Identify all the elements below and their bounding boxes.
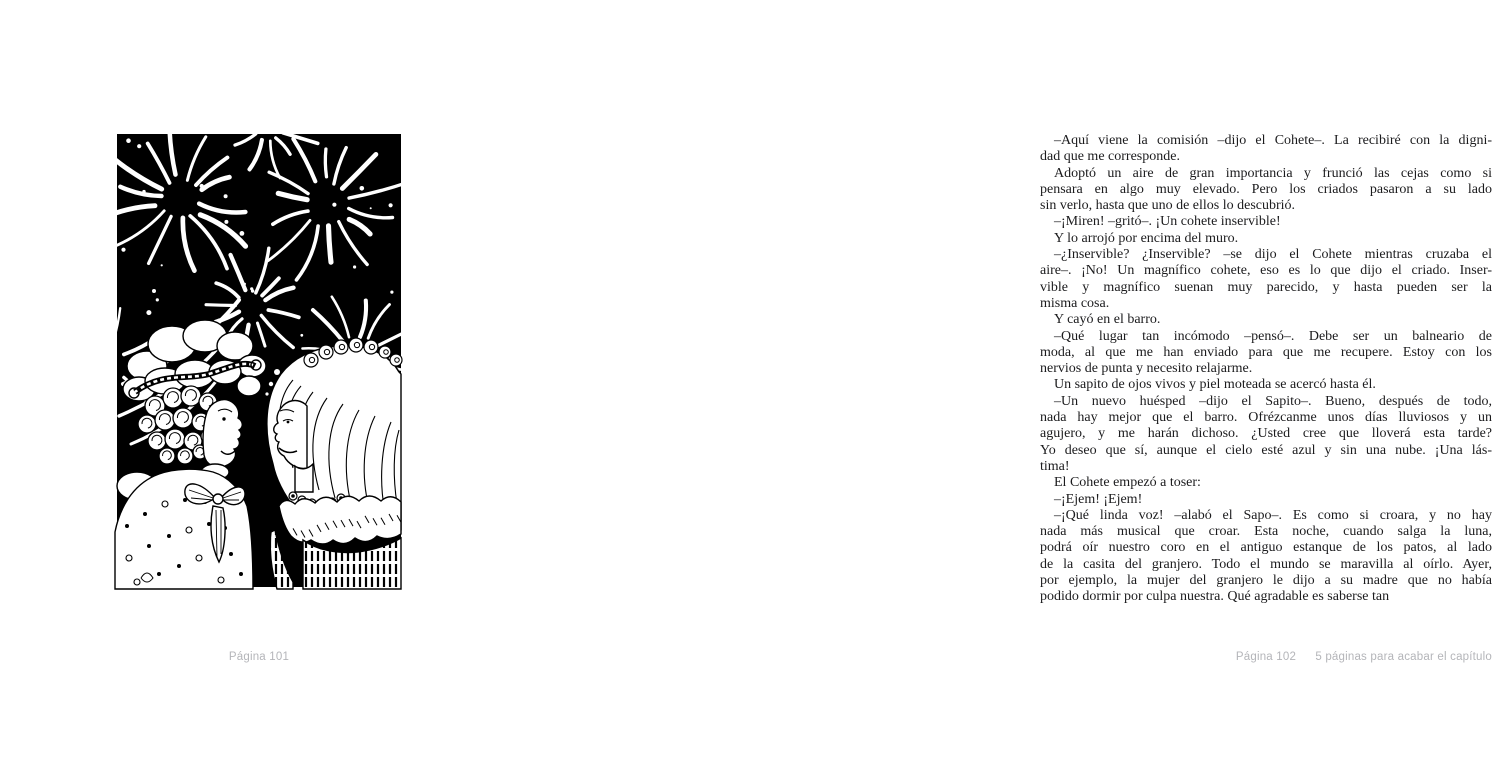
text-line: pensara en algo muy elevado. Pero los criados pasaron a su lado [1040,181,1492,197]
page-number-right: Página 102 [1235,651,1297,663]
text-line: sin verlo, hasta que uno de ellos lo descubrió. [1040,198,1296,214]
text-line: podrá oír nuestro coro en el antiguo estanque de los patos, al lado [1040,540,1492,556]
text-line: moda, al que me han enviado para que me recupere. Estoy con los [1040,344,1492,360]
text-line: tima! [1040,458,1070,474]
text-line: misma cosa. [1040,295,1110,311]
text-line: Y lo arrojó por encima del muro. [1054,230,1239,246]
text-line: –Qué lugar tan incómodo –pensó–. Debe ser un balneario de [1054,328,1492,344]
text-line: Y cayó en el barro. [1054,312,1161,328]
text-line: dad que me corresponde. [1040,149,1180,165]
text-line: agujero, y me harán dichoso. ¿Usted cree que lloverá esta tarde? [1040,426,1492,442]
text-line: vible y magnífico suenan muy parecido, y hasta pueden ser la [1040,279,1492,295]
text-line: –¿Inservible? ¿Inservible? –se dijo el Cohete mientras cruzaba el [1054,247,1492,263]
girl-neck [295,464,313,492]
text-line: nada hay mejor que el barro. Ofrézcanme unos días lluviosos y un [1040,410,1492,426]
text-line: de la casita del granjero. Todo el mundo se maravilla al oírlo. Ayer, [1040,556,1492,572]
text-line: Un sapito de ojos vivos y piel moteada se acercó hasta él. [1054,377,1376,393]
text-line: nervios de punta y necesito relajarme. [1040,361,1253,377]
text-line: –Un nuevo huésped –dijo el Sapito–. Bueno, después de todo, [1054,393,1492,409]
page-number-left: Página 101 [228,651,290,663]
text-line: nada más musical que croar. Esta noche, cuando salga la luna, [1040,524,1492,540]
chapter-progress-label: 5 páginas para acabar el capítulo [1315,651,1492,663]
page-text [1040,133,1492,606]
text-line: –Aquí viene la comisión –dijo el Cohete–. La recibiré con la digni- [1054,133,1492,148]
text-line: Adoptó un aire de gran importancia y frunció las cejas como si [1054,165,1492,181]
text-line: –¡Qué linda voz! –alabó el Sapo–. Es como si croara, y no hay [1054,507,1492,523]
polka-dot-robe [115,469,253,589]
text-line: El Cohete empezó a toser: [1054,475,1201,491]
text-line: –¡Ejem! ¡Ejem! [1054,491,1143,507]
text-line: por ejemplo, la mujer del granjero le dijo a su madre que no había [1040,573,1492,589]
text-line: –¡Miren! –gritó–. ¡Un cohete inservible! [1054,214,1281,230]
text-line: podido dormir por culpa nuestra. Qué agradable es saberse tan [1040,589,1390,605]
left-page[interactable] [0,0,500,768]
right-page[interactable] [500,0,1492,768]
book-illustration [117,134,401,587]
text-line: aire–. ¡No! Un magnífico cohete, eso es lo que dijo el criado. Inser- [1040,263,1492,279]
text-line: Yo deseo que sí, aunque el cielo esté azul y sin una nube. ¡Una lás- [1040,442,1492,458]
